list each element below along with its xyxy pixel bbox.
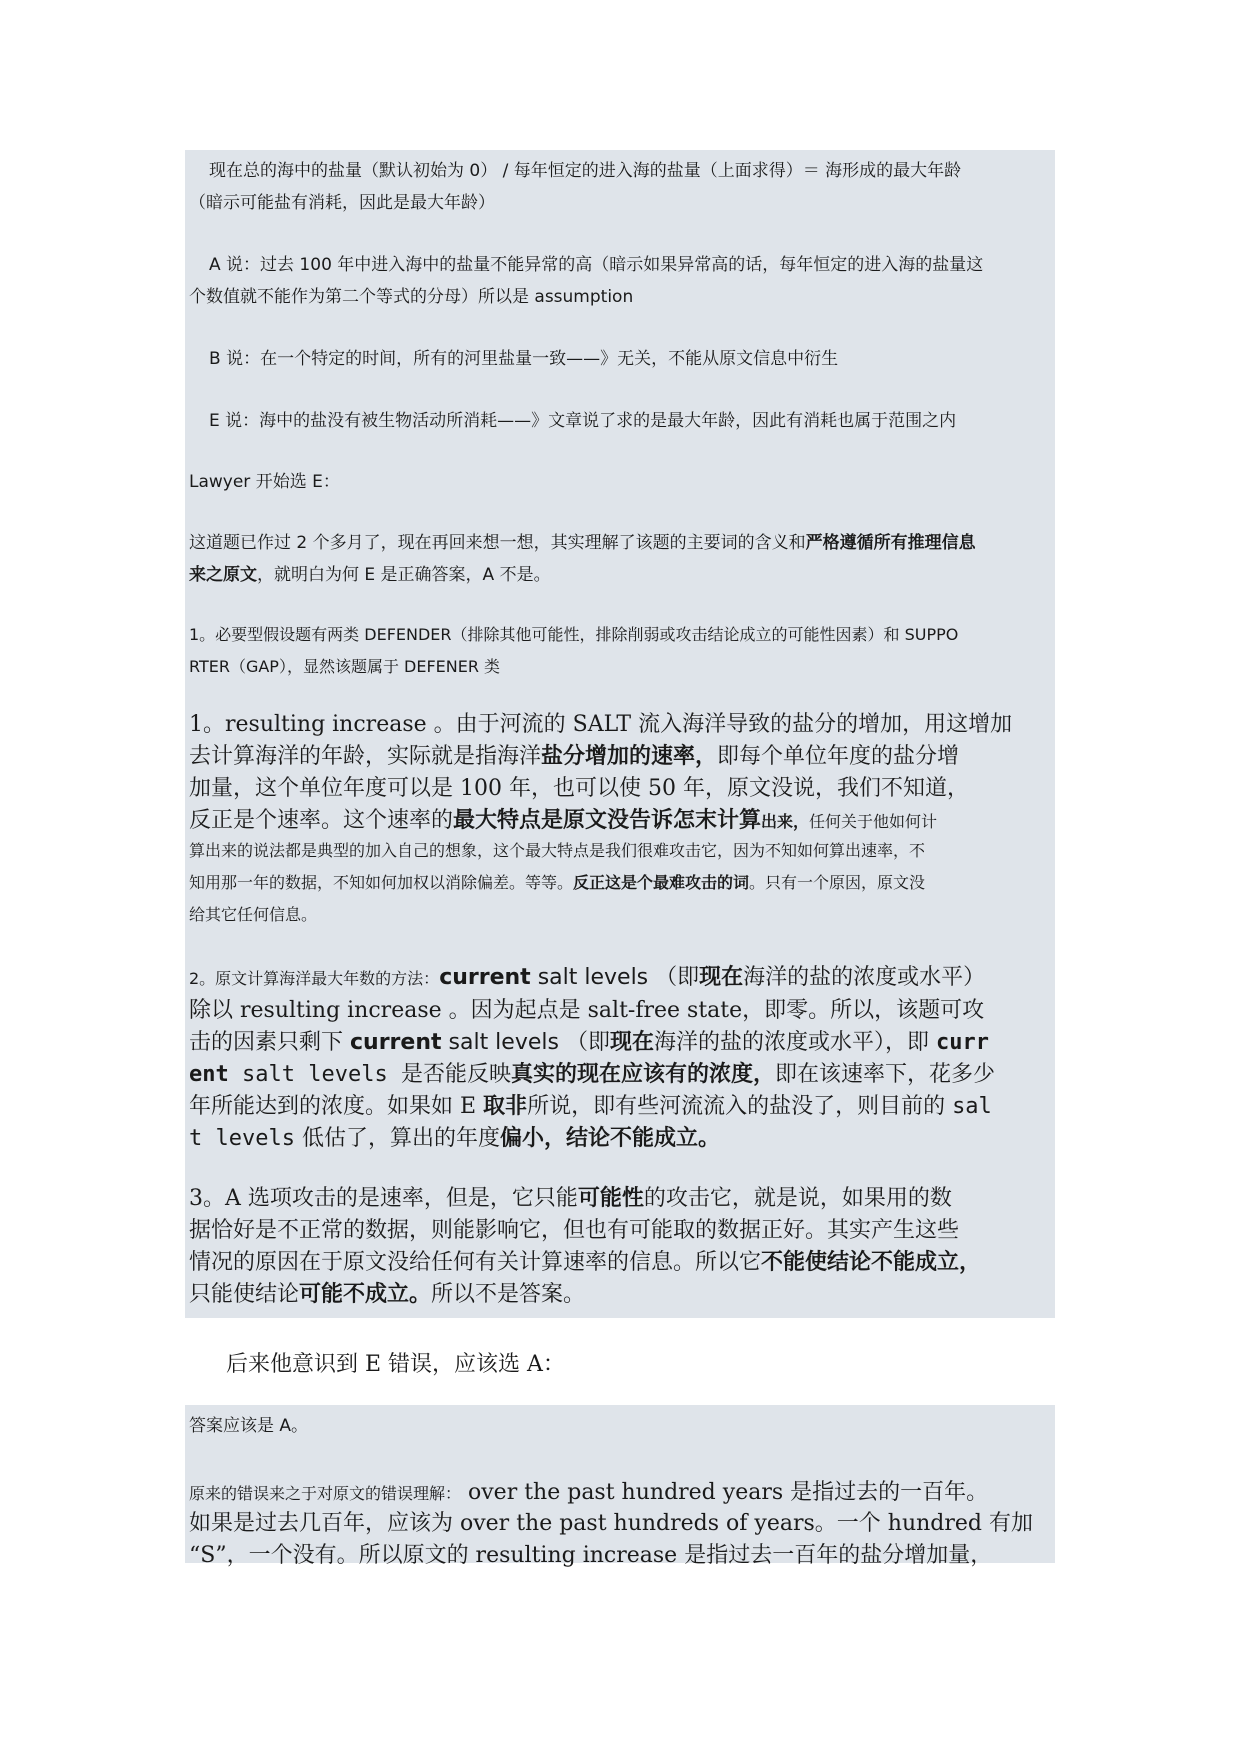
para1-line2: （暗示可能盐有消耗，因此是最大年龄） <box>189 193 495 213</box>
para10-line2: 据恰好是不正常的数据，则能影响它，但也有可能取的数据正好。其实产生这些 <box>189 1218 960 1243</box>
para9-line1: 2。原文计算海洋最大年数的方法：current salt levels （即现在海洋的盐的浓度或水平） <box>189 964 986 990</box>
para1-line1: 现在总的海中的盐量（默认初始为 0） / 每年恒定的进入海的盐量（上面求得）＝ 海形成的最大年龄 <box>209 161 962 181</box>
para5-line1: Lawyer 开始选 E： <box>189 472 340 492</box>
para6-text-a: 这道题已作过 2 个多月了，现在再回来想一想，其实理解了该题的主要词的含义和 <box>189 533 806 553</box>
para9-line5: 年所能达到的浓度。如果如 E 取非所说，即有些河流流入的盐没了，则目前的 sal <box>189 1093 992 1119</box>
para6-text-b: ，就明白为何 E 是正确答案，A 不是。 <box>257 565 551 585</box>
para10-line4: 只能使结论可能不成立。所以不是答案。 <box>189 1281 586 1307</box>
para8-line5: 算出来的说法都是典型的加入自己的想象，这个最大特点是我们很难攻击它，因为不知如何算出速率，不 <box>189 841 926 860</box>
para9-line3: 击的因素只剩下 current salt levels （即现在海洋的盐的浓度或水平），即 curr <box>189 1029 989 1055</box>
para9-line4: ent salt levels 是否能反映真实的现在应该有的浓度，即在该速率下，花多少 <box>189 1061 995 1087</box>
para8-line3: 加量，这个单位年度可以是 100 年，也可以使 50 年，原文没说，我们不知道， <box>189 776 969 801</box>
para8-line4: 反正是个速率。这个速率的最大特点是原文没告诉怎末计算出来，任何关于他如何计 <box>189 807 938 833</box>
para8-line2: 去计算海洋的年龄，实际就是指海洋盐分增加的速率，即每个单位年度的盐分增 <box>189 743 960 769</box>
para11-line1: 后来他意识到 E 错误，应该选 A： <box>226 1352 565 1377</box>
para2-line1: A 说：过去 100 年中进入海中的盐量不能异常的高（暗示如果异常高的话，每年恒定的进入海的盐量这 <box>209 255 984 275</box>
para8-line7: 给其它任何信息。 <box>189 905 318 924</box>
para8-bold-hardest: 反正这是个最难攻击的词 <box>573 873 750 892</box>
para9-line2: 除以 resulting increase 。因为起点是 salt-free state，即零。所以，该题可攻 <box>189 998 985 1023</box>
notes-block-answer <box>185 1405 1055 1568</box>
para6-bold-a: 严格遵循所有推理信息 <box>805 533 976 553</box>
para7-line1: 1。必要型假设题有两类 DEFENDER（排除其他可能性，排除削弱或攻击结论成立的可能性因素）和 SUPPO <box>189 625 959 644</box>
para8-bold-rate: 盐分增加的速率， <box>541 743 718 769</box>
para10-line3: 情况的原因在于原文没给任何有关计算速率的信息。所以它不能使结论不能成立， <box>189 1249 982 1275</box>
para13-line1: 原来的错误来之于对原文的错误理解： over the past hundred years 是指过去的一百年。 <box>189 1480 989 1505</box>
para6-line1 <box>189 528 976 553</box>
para7-line2: RTER（GAP），显然该题属于 DEFENER 类 <box>189 657 501 676</box>
para8-line1: 1。resulting increase 。由于河流的 SALT 流入海洋导致的盐分的增加，用这增加 <box>189 712 1013 737</box>
para13-line3: “S”，一个没有。所以原文的 resulting increase 是指过去一百年的盐分增加量， <box>189 1543 993 1568</box>
para6-line2 <box>189 560 551 585</box>
para8-bold-feature: 最大特点是原文没告诉怎末计算 <box>453 807 762 833</box>
para4-line1: E 说：海中的盐没有被生物活动所消耗——》文章说了求的是最大年龄，因此有消耗也属于范围之内 <box>209 411 957 431</box>
notes-block-main <box>185 150 1055 1318</box>
para13-line2: 如果是过去几百年，应该为 over the past hundreds of years。一个 hundred 有加 <box>189 1511 1033 1536</box>
para9-line6: t levels 低估了，算出的年度偏小，结论不能成立。 <box>189 1125 720 1151</box>
para10-line1: 3。A 选项攻击的是速率，但是，它只能可能性的攻击它，就是说，如果用的数 <box>189 1185 952 1211</box>
para3-line1: B 说：在一个特定的时间，所有的河里盐量一致——》无关，不能从原文信息中衍生 <box>209 349 839 369</box>
para12-line1: 答案应该是 A。 <box>189 1416 309 1436</box>
para6-bold-b: 来之原文 <box>189 565 257 585</box>
para2-line2: 个数值就不能作为第二个等式的分母）所以是 assumption <box>189 287 634 307</box>
para8-line6: 知用那一年的数据，不知如何加权以消除偏差。等等。反正这是个最难攻击的词。只有一个原因，原文没 <box>189 873 926 892</box>
